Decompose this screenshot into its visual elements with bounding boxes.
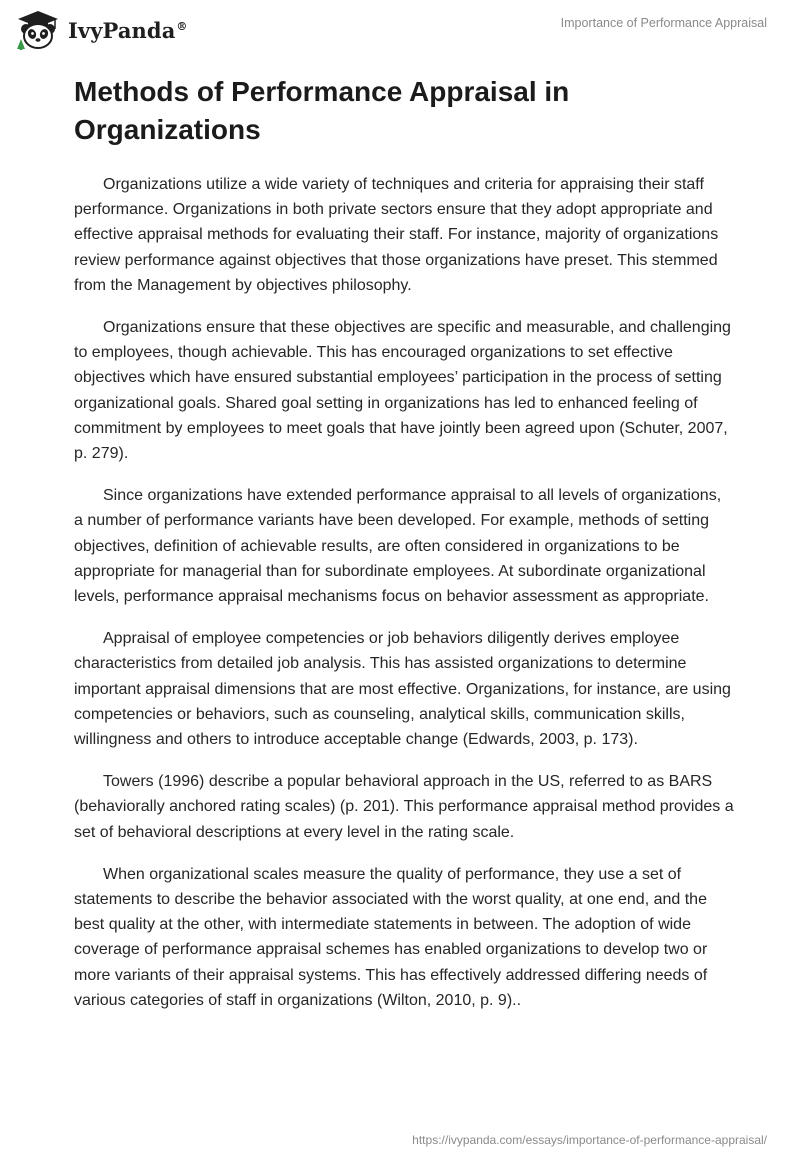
page-header <box>0 0 800 64</box>
paragraph: When organizational scales measure the quality of performance, they use a set of statements to describe the behavior associated with the worst quality, at one end, and the best quality at the other, with intermediate statements in between. The adoption of wide coverage of performance appraisal schemes has enabled organizations to develop two or more variants of their appraisal systems. This has effectively addressed differing needs of various categories of staff in organizations (Wilton, 2010, p. 9).. <box>74 865 708 1009</box>
source-url[interactable]: https://ivypanda.com/essays/importance-of-performance-appraisal/ <box>412 1133 767 1147</box>
paragraph: Organizations ensure that these objectives are specific and measurable, and challenging to employees, though achievable. This has encouraged organizations to set effective objectives which have ensured substantial employees’ participation in the process of setting organizational goals. Shared goal setting in organizations has led to enhanced feeling of commitment by employees to meet goals that have jointly been agreed upon (Schuter, 2007, p. 279). <box>74 319 731 463</box>
article-body <box>74 172 734 1030</box>
paragraph: Appraisal of employee competencies or job behaviors diligently derives employee characteristics from detailed job analysis. This has assisted organizations to determine important appraisal dimensions that are most effective. Organizations, for instance, are using competencies or behaviors, such as counseling, analytical skills, communication skills, willingness and others to introduce acceptable change (Edwards, 2003, p. 173). <box>74 630 731 749</box>
paragraph: Towers (1996) describe a popular behavioral approach in the US, referred to as BARS (behaviorally anchored rating scales) (p. 201). This performance appraisal method provides a set of behavioral descriptions at every level in the rating scale. <box>74 773 734 841</box>
document-subtitle: Importance of Performance Appraisal <box>560 16 767 30</box>
page-title: Methods of Performance Appraisal in Organizations <box>74 76 570 145</box>
paragraph: Organizations utilize a wide variety of techniques and criteria for appraising their staff performance. Organizations in both private sectors ensure that they adopt appropriate and effective appraisal methods for evaluating their staff. For instance, majority of organizations review performance against objectives that those organizations have preset. This stemmed from the Management by objectives philosophy. <box>74 176 719 294</box>
registered-mark: ® <box>176 19 188 33</box>
paragraph: Since organizations have extended performance appraisal to all levels of organizations, a number of performance variants have been developed. For example, methods of setting objectives, definition of achievable results, are often considered in organizations to be appropriate for managerial than for subordinate employees. At subordinate organizational levels, performance appraisal mechanisms focus on behavior assessment as appropriate. <box>74 487 722 606</box>
panda-logo-icon <box>14 9 62 51</box>
brand-name: IvyPanda® <box>68 17 188 43</box>
brand-logo[interactable] <box>14 9 188 51</box>
